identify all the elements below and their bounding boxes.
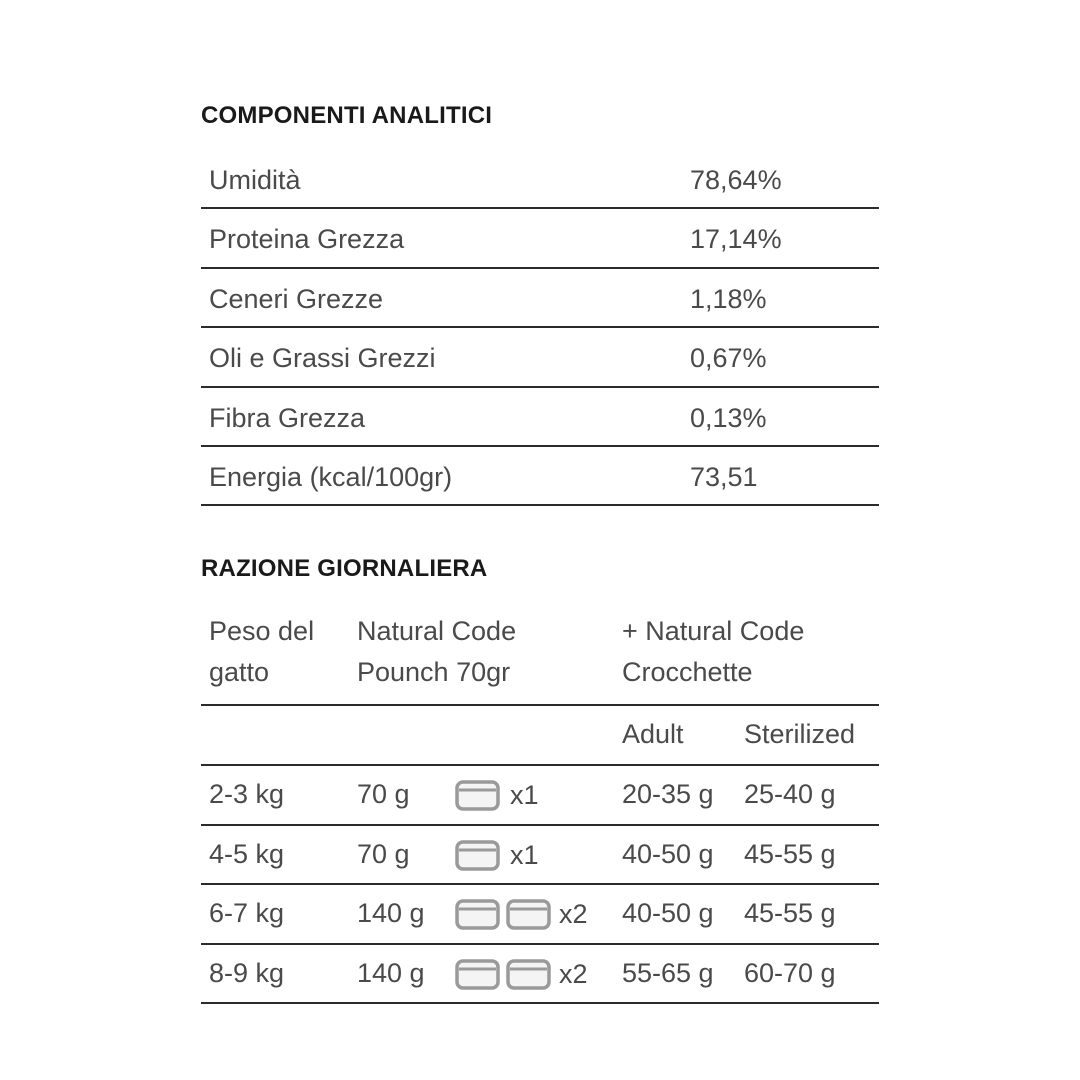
adult-amount: 20-35 g [622, 779, 714, 809]
component-value: 0,13% [690, 402, 767, 433]
table-row [201, 209, 879, 268]
table-row [201, 269, 879, 328]
table-row [201, 388, 879, 447]
pouch-icon [506, 958, 551, 991]
component-value: 73,51 [690, 461, 758, 492]
table-header-row [201, 605, 879, 706]
table-row [201, 945, 879, 1005]
kibble-header-line: Crocchette [622, 657, 753, 687]
pouch-column-header [357, 611, 516, 693]
table-row [201, 150, 879, 209]
pouch-multiplier: x1 [510, 839, 539, 870]
table-row [201, 766, 879, 826]
table-subheader-row [201, 706, 879, 766]
table-row [201, 328, 879, 387]
pouch-count [455, 958, 588, 991]
cat-weight: 6-7 kg [209, 898, 285, 928]
sterilized-amount: 45-55 g [744, 838, 836, 869]
pouch-multiplier: x2 [559, 899, 588, 929]
cat-weight: 4-5 kg [209, 838, 285, 869]
component-label: Fibra Grezza [209, 402, 366, 433]
pouch-multiplier: x1 [510, 780, 539, 810]
pouch-icon [455, 779, 500, 812]
sterilized-amount: 60-70 g [744, 957, 836, 988]
weight-column-header [209, 611, 314, 693]
cat-weight: 8-9 kg [209, 957, 285, 988]
adult-column-header: Adult [622, 719, 684, 749]
pouch-amount: 70 g [357, 838, 410, 869]
adult-amount: 55-65 g [622, 957, 714, 988]
pouch-amount: 70 g [357, 779, 410, 809]
table-row [201, 447, 879, 506]
weight-header-line: Peso del [209, 616, 315, 646]
component-value: 78,64% [690, 165, 782, 195]
component-value: 17,14% [690, 224, 782, 255]
pouch-amount: 140 g [357, 957, 425, 988]
pouch-header-line: Natural Code [357, 616, 517, 646]
pouch-count [455, 839, 539, 872]
pouch-icon [506, 898, 551, 931]
pouch-icon [455, 898, 500, 931]
sterilized-amount: 45-55 g [744, 898, 836, 928]
component-value: 0,67% [690, 343, 767, 374]
weight-header-line: gatto [209, 657, 270, 687]
analytic-components-title: COMPONENTI ANALITICI [201, 102, 493, 129]
pouch-count [455, 898, 588, 931]
table-row [201, 826, 879, 886]
sterilized-column-header: Sterilized [744, 719, 856, 749]
kibble-header-line: + Natural Code [622, 616, 805, 646]
component-label: Proteina Grezza [209, 224, 405, 255]
component-label: Ceneri Grezze [209, 283, 384, 314]
component-value: 1,18% [690, 283, 767, 314]
component-label: Energia (kcal/100gr) [209, 461, 453, 492]
daily-ration-table [201, 605, 879, 1004]
adult-amount: 40-50 g [622, 898, 714, 928]
pouch-header-line: Pounch 70gr [357, 657, 511, 687]
pouch-amount: 140 g [357, 898, 425, 928]
cat-weight: 2-3 kg [209, 779, 285, 809]
pouch-icon [455, 839, 500, 872]
table-row [201, 885, 879, 945]
kibble-column-header [622, 611, 804, 693]
pouch-icon [455, 958, 500, 991]
component-label: Umidità [209, 165, 301, 195]
analytic-components-table [201, 150, 879, 506]
sterilized-amount: 25-40 g [744, 779, 836, 809]
pouch-multiplier: x2 [559, 958, 588, 989]
pouch-count [455, 779, 539, 812]
component-label: Oli e Grassi Grezzi [209, 343, 436, 374]
daily-ration-title: RAZIONE GIORNALIERA [201, 555, 488, 582]
adult-amount: 40-50 g [622, 838, 714, 869]
